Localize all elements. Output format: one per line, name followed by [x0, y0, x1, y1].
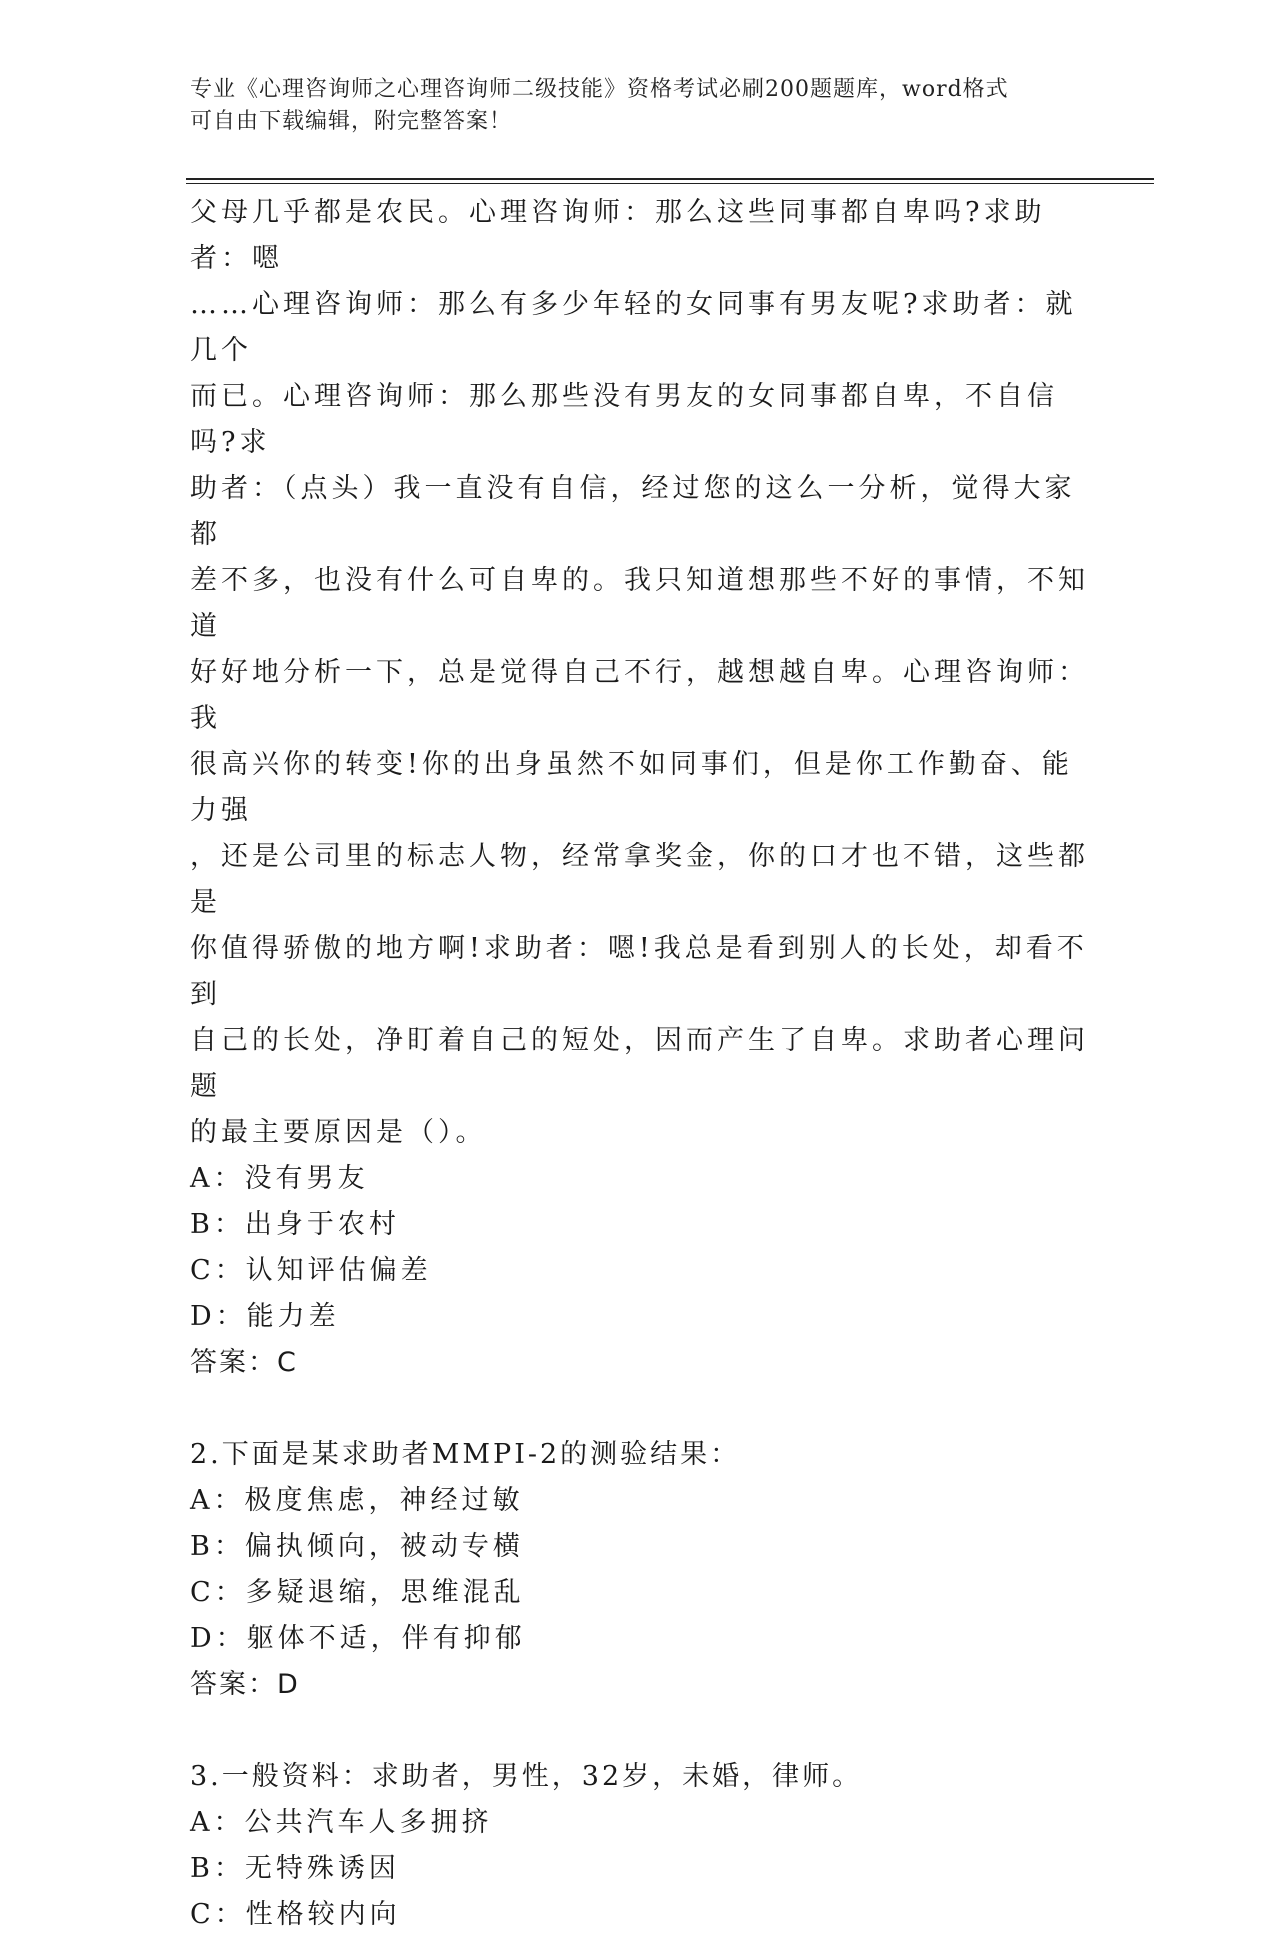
- header-divider-thin: [186, 183, 1154, 184]
- document-body: [190, 190, 1090, 1938]
- question-3-option-b: B：无特殊诱因: [190, 1853, 400, 1884]
- question-1-option-a: A：没有男友: [190, 1163, 369, 1194]
- question-1-answer: 答案：C: [190, 1347, 298, 1378]
- question-2-stem: 2.下面是某求助者MMPI-2的测验结果：: [190, 1439, 741, 1470]
- spacer: [190, 1708, 1090, 1754]
- spacer: [190, 1386, 1090, 1432]
- header-divider-thick: [186, 178, 1154, 180]
- header-title-line-2: 可自由下载编辑，附完整答案！: [190, 109, 513, 134]
- question-1-stem-line: 你值得骄傲的地方啊!求助者：嗯!我总是看到别人的长处，却看不到: [190, 933, 1088, 1010]
- question-2: [190, 1432, 1090, 1708]
- question-1-stem-line: 的最主要原因是（）。: [190, 1117, 487, 1148]
- question-3-option-c: C：性格较内向: [190, 1899, 401, 1930]
- header-title-line-1: 专业《心理咨询师之心理咨询师二级技能》资格考试必刷200题题库，word格式: [190, 77, 1009, 102]
- question-1-stem-line: 父母几乎都是农民。心理咨询师：那么这些同事都自卑吗?求助者：嗯: [190, 197, 1046, 274]
- question-2-option-c: C：多疑退缩，思维混乱: [190, 1577, 525, 1608]
- page-header: [190, 74, 1090, 138]
- question-1-stem-line: 而已。心理咨询师：那么那些没有男友的女同事都自卑，不自信吗?求: [190, 381, 1058, 458]
- question-1-stem-line: ，还是公司里的标志人物，经常拿奖金，你的口才也不错，这些都是: [190, 841, 1089, 918]
- question-1-option-b: B：出身于农村: [190, 1209, 400, 1240]
- question-3-option-a: A：公共汽车人多拥挤: [190, 1807, 493, 1838]
- question-3-stem: 3.一般资料：求助者，男性，32岁，未婚，律师。: [190, 1761, 863, 1792]
- question-1-stem-line: 好好地分析一下，总是觉得自己不行，越想越自卑。心理咨询师：我: [190, 657, 1089, 734]
- question-1-stem-line: 很高兴你的转变!你的出身虽然不如同事们，但是你工作勤奋、能力强: [190, 749, 1073, 826]
- question-1-option-d: D：能力差: [190, 1301, 340, 1332]
- question-1-stem-line: ……心理咨询师：那么有多少年轻的女同事有男友呢?求助者：就几个: [190, 289, 1077, 366]
- question-2-answer: 答案：D: [190, 1669, 300, 1700]
- question-2-option-a: A：极度焦虑，神经过敏: [190, 1485, 524, 1516]
- question-1-option-c: C：认知评估偏差: [190, 1255, 432, 1286]
- question-3: [190, 1754, 1090, 1938]
- question-1-stem-line: 自己的长处，净盯着自己的短处，因而产生了自卑。求助者心理问题: [190, 1025, 1089, 1102]
- question-1-stem-line: 助者：（点头）我一直没有自信，经过您的这么一分析，觉得大家都: [190, 473, 1076, 550]
- question-1: [190, 190, 1090, 1386]
- question-2-option-d: D：躯体不适，伴有抑郁: [190, 1623, 526, 1654]
- question-1-stem-line: 差不多，也没有什么可自卑的。我只知道想那些不好的事情，不知道: [190, 565, 1089, 642]
- question-2-option-b: B：偏执倾向，被动专横: [190, 1531, 524, 1562]
